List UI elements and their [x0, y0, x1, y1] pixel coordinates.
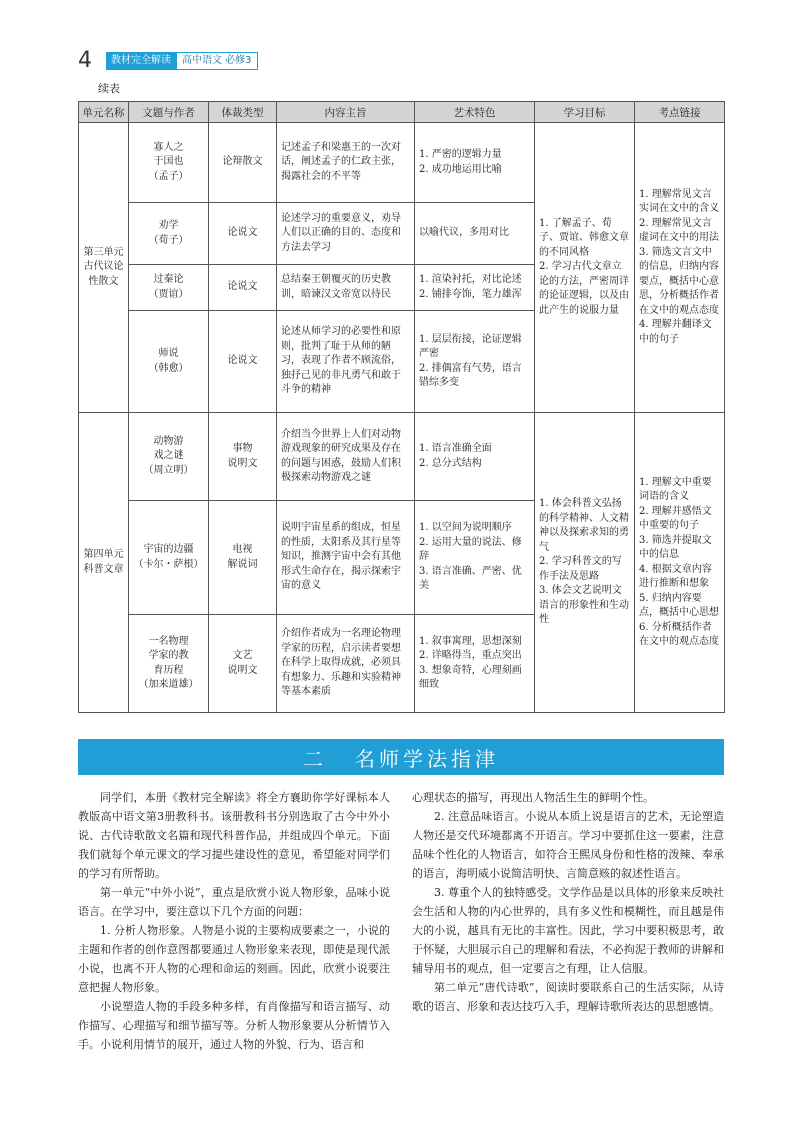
work-author-cell — [129, 615, 209, 713]
exam-point-line: 4. 根据文章内容进行推断和想象 — [639, 563, 712, 589]
art-feature-line: 2. 详略得当，重点突出 — [419, 650, 522, 661]
work-line: 育历程 — [153, 664, 184, 676]
work-author-cell — [129, 265, 209, 311]
work-line: 戏之谜 — [153, 450, 184, 462]
work-line: 宇宙的边疆 — [143, 544, 194, 555]
unit-name-cell: 第三单元古代议论性散文 — [79, 123, 129, 413]
exam-point-line: 2. 理解并感悟文中重要的句子 — [639, 505, 712, 531]
work-line: 寡人之 — [153, 141, 184, 153]
body-paragraph: 第一单元“中外小说”，重点是欣赏小说人物形象，品味小说语言。在学习中，要注意以下几个方面的问题： — [78, 886, 390, 918]
art-feature-cell — [415, 311, 535, 413]
goal-line: 1. 了解孟子、荀子、贾谊、韩愈文章的不同风格 — [539, 217, 629, 258]
genre-cell — [209, 311, 277, 413]
genre-line: 说明文 — [227, 664, 258, 676]
genre-cell — [209, 123, 277, 203]
theme-cell: 说明宇宙星系的组成，恒星的性质，太阳系及其行星等知识，推测宇宙中会有其他形式生命存在，揭示探索宇宙的意义 — [277, 501, 415, 615]
goal-line: 3. 体会文艺说明文语言的形象性和生动性 — [539, 585, 629, 626]
column-header: 体裁类型 — [209, 102, 277, 123]
table-body — [79, 123, 725, 713]
work-line: 动物游 — [153, 435, 184, 447]
learning-goal-cell — [535, 413, 635, 713]
work-line: （韩愈） — [148, 362, 189, 374]
theme-cell: 总结秦王朝覆灭的历史教训，暗谏汉文帝宽以待民 — [277, 265, 415, 311]
body-paragraph: 同学们，本册《教材完全解读》将全方襄助你学好课标本人教版高中语文第3册教科书。该册教科书分别选取了古今中外小说、古代诗歌散文名篇和现代科普作品，并组成四个单元。下面我们就每个单元课文的学习提些建设性的意见，希望能对同学们的学习有所帮助。 — [78, 791, 390, 880]
art-feature-line: 3. 语言准确、严密、优美 — [419, 565, 522, 592]
exam-point-line: 3. 筛选文言文中的信息，归纳内容要点，概括中心意思，分析概括作者在文中的观点态度 — [639, 246, 719, 316]
body-paragraph: 3. 尊重个人的独特感受。文学作品是以具体的形象来反映社会生活和人物的内心世界的，具有多义性和模糊性，而且越是伟大的小说，越具有无比的丰富性。因此，学习中要积极思考，敢于怀疑，大胆展示自己的理解和看法，不必拘泥于教师的讲解和辅导用书的观点，但一定要言之有理，让人信服。 — [412, 886, 724, 975]
body-paragraph: 第二单元“唐代诗歌”，阅读时要联系自己的生活实际，从诗歌的语言、形象和表达技巧入手，理解诗歌所表达的思想感情。 — [412, 981, 724, 1013]
column-header: 学习目标 — [535, 102, 635, 123]
section-banner — [78, 739, 724, 775]
exam-point-cell — [635, 413, 725, 713]
study-plan-table — [78, 101, 725, 713]
art-feature-cell — [415, 501, 535, 615]
body-paragraph: 小说塑造人物的手段多种多样，有肖像描写和语言描写、动作描写、心理描写和细节描写等。分析人物形象要从分析情节入手。小说利用情节的展开，通过人物的外貌、行为、语言和 — [78, 1000, 390, 1051]
genre-cell — [209, 265, 277, 311]
genre-line: 文艺 — [232, 650, 253, 661]
goal-line: 2. 学习科普文的写作手法及思路 — [539, 556, 622, 582]
art-feature-line: 1. 层层衔接，论证逻辑严密 — [419, 333, 522, 359]
art-feature-cell — [415, 123, 535, 203]
column-header: 文题与作者 — [129, 102, 209, 123]
table-row — [79, 123, 725, 203]
genre-line: 论说文 — [227, 355, 258, 367]
body-column-left — [78, 788, 390, 1054]
work-line: 师说 — [158, 348, 179, 359]
work-author-cell — [129, 413, 209, 501]
page-header — [78, 50, 258, 72]
work-line: （加来道雄） — [138, 679, 199, 690]
work-author-cell — [129, 311, 209, 413]
art-feature-cell — [415, 615, 535, 713]
art-feature-line: 1. 严密的逻辑力量 — [419, 149, 502, 160]
body-paragraph: 1. 分析人物形象。人物是小说的主要构成要素之一，小说的主题和作者的创作意图都要通过人物形象来表现，即使是现代派小说，也离不开人物的心理和命运的刻画。因此，欣赏小说要注意把握人物形象。 — [78, 924, 390, 994]
art-feature-line: 1. 渲染衬托，对比论述 — [419, 274, 522, 285]
table-header-row — [79, 102, 725, 123]
page-number: 4 — [78, 48, 92, 73]
column-header: 内容主旨 — [277, 102, 415, 123]
column-header: 单元名称 — [79, 102, 129, 123]
work-line: 学家的教 — [148, 650, 189, 661]
genre-line: 解说词 — [227, 558, 258, 570]
genre-line: 论说文 — [227, 281, 258, 293]
genre-line: 论说文 — [227, 227, 258, 239]
genre-cell — [209, 413, 277, 501]
genre-line: 说明文 — [227, 457, 258, 469]
work-line: （卡尔・萨根） — [133, 558, 204, 570]
work-author-cell — [129, 203, 209, 265]
column-header: 艺术特色 — [415, 102, 535, 123]
section-title: 名师学法指津 — [355, 746, 499, 771]
continued-label: 续表 — [98, 82, 120, 95]
theme-cell: 记述孟子和梁惠王的一次对话，阐述孟子的仁政主张，揭露社会的不平等 — [277, 123, 415, 203]
learning-goal-cell — [535, 123, 635, 413]
book-series-tag: 教材完全解读 — [106, 52, 176, 70]
theme-cell: 论述从师学习的必要性和原则，批判了耻于从师的陋习，表现了作者不顾流俗，独抒己见的非凡勇气和敢于斗争的精神 — [277, 311, 415, 413]
genre-line: 电视 — [232, 544, 253, 555]
work-author-cell — [129, 501, 209, 615]
exam-point-cell — [635, 123, 725, 413]
genre-cell — [209, 203, 277, 265]
paragraph-continuation: 心理状态的描写，再现出人物活生生的鲜明个性。 — [412, 791, 654, 804]
genre-line: 事物 — [232, 443, 253, 454]
art-feature-line: 2. 成功地运用比喻 — [419, 163, 502, 175]
art-feature-cell — [415, 265, 535, 311]
work-line: 一名物理 — [148, 635, 189, 647]
exam-point-line: 3. 筛选并提取文中的信息 — [639, 534, 712, 560]
goal-line: 1. 体会科普文弘扬的科学精神、人文精神以及探索求知的勇气 — [539, 498, 629, 553]
body-column-right — [412, 788, 724, 1016]
art-feature-line: 以喻代议，多用对比 — [419, 227, 509, 239]
unit-name-cell: 第四单元科普文章 — [79, 413, 129, 713]
body-paragraph: 2. 注意品味语言。小说从本质上说是语言的艺术，无论塑造人物还是交代环境都离不开语言。学习中要抓住这一要素，注意品味个性化的人物语言，如符合王熙凤身份和性格的泼辣、奉承的语言，海明威小说简洁明快、言简意赅的叙述性语言。 — [412, 810, 724, 880]
art-feature-line: 3. 想象奇特，心理刻画细致 — [419, 664, 522, 690]
work-line: 劝学 — [158, 220, 179, 231]
genre-cell — [209, 501, 277, 615]
exam-point-line: 4. 理解并翻译文中的句子 — [639, 319, 712, 345]
art-feature-line: 2. 运用大量的说法、修辞 — [419, 536, 522, 563]
theme-cell: 介绍当今世界上人们对动物游戏现象的研究成果及存在的问题与困惑，鼓励人们积极探索动物游戏之谜 — [277, 413, 415, 501]
theme-cell: 介绍作者成为一名理论物理学家的历程，启示读者要想在科学上取得成就，必须具有想象力、乐趣和实验精神等基本素质 — [277, 615, 415, 713]
section-number: 二 — [303, 746, 327, 771]
work-line: 于国也 — [153, 156, 184, 168]
work-line: （贾谊） — [148, 288, 189, 300]
genre-cell — [209, 615, 277, 713]
art-feature-line: 1. 以空间为说明顺序 — [419, 522, 512, 534]
exam-point-line: 2. 理解常见文言虚词在文中的用法 — [639, 217, 719, 244]
art-feature-line: 2. 排偶富有气势，语言错综多变 — [419, 362, 522, 388]
theme-cell: 论述学习的重要意义，劝导人们以正确的目的、态度和方法去学习 — [277, 203, 415, 265]
exam-point-line: 5. 归纳内容要点，概括中心思想 — [639, 592, 719, 618]
work-line: （荀子） — [148, 234, 189, 246]
course-tag: 高中语文 必修3 — [176, 52, 258, 70]
art-feature-cell — [415, 413, 535, 501]
work-line: （孟子） — [148, 170, 189, 182]
art-feature-line: 2. 铺排夸饰，笔力雄浑 — [419, 288, 522, 300]
work-line: 过秦论 — [153, 274, 184, 285]
genre-line: 论辩散文 — [222, 156, 263, 168]
exam-point-line: 1. 理解常见文言实词在文中的含义 — [639, 188, 719, 215]
goal-line: 2. 学习古代文章立论的方法，严密周详的论证逻辑，以及由此产生的说服力量 — [539, 261, 629, 316]
art-feature-line: 2. 总分式结构 — [419, 457, 482, 469]
art-feature-line: 1. 语言准确全面 — [419, 443, 492, 454]
exam-point-line: 1. 理解文中重要词语的含义 — [639, 476, 712, 502]
exam-point-line: 6. 分析概括作者在文中的观点态度 — [639, 621, 719, 647]
work-author-cell — [129, 123, 209, 203]
table-row — [79, 413, 725, 501]
work-line: （周立明） — [143, 464, 194, 476]
column-header: 考点链接 — [635, 102, 725, 123]
art-feature-line: 1. 叙事寓理，思想深刻 — [419, 635, 522, 647]
art-feature-cell — [415, 203, 535, 265]
